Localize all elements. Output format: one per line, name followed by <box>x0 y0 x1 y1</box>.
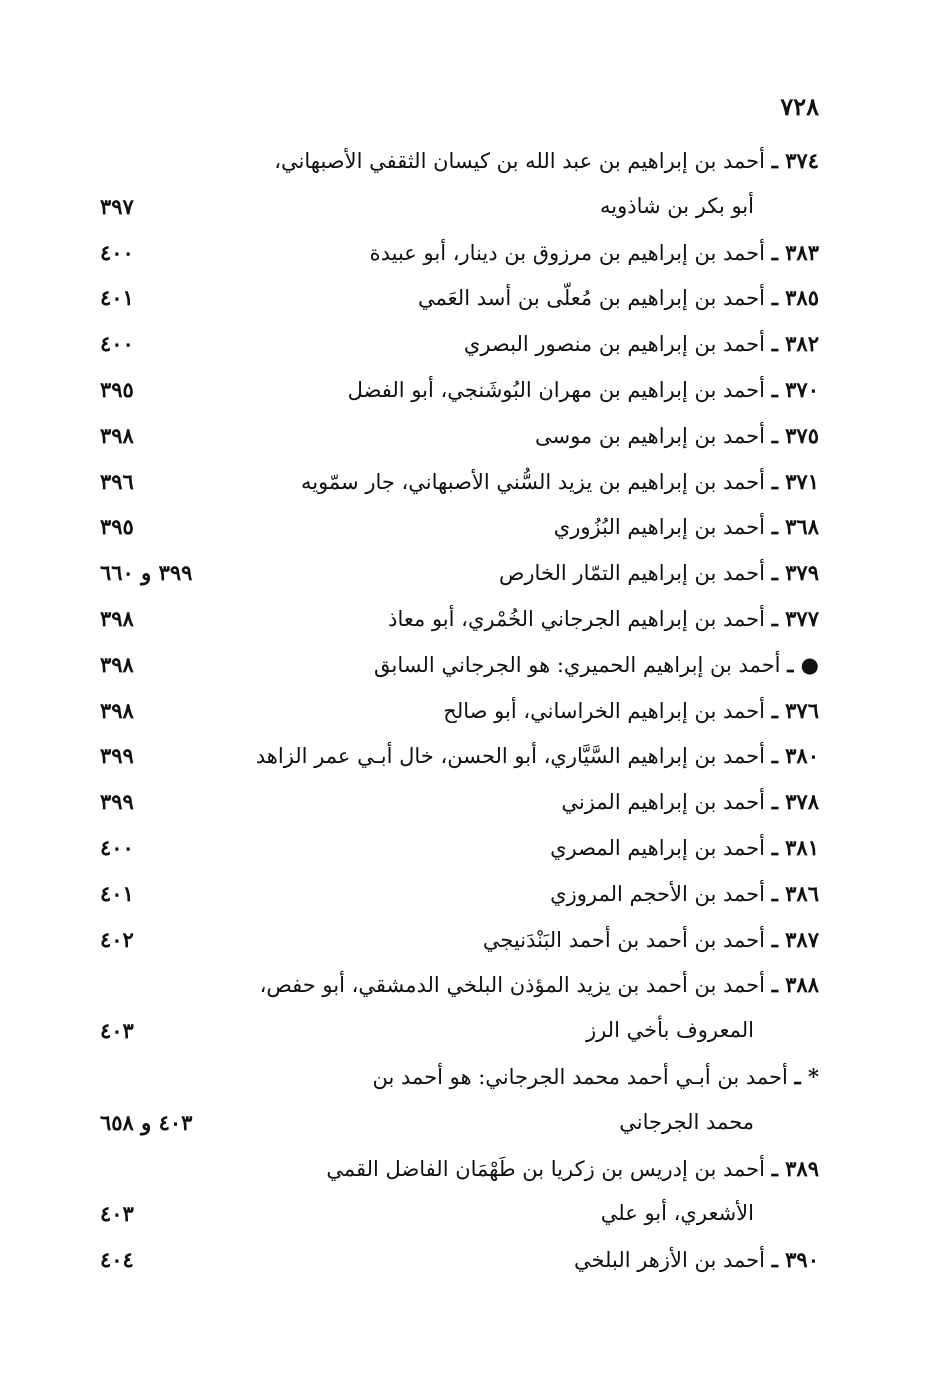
entry-page-ref: ٣٩٩ و ٦٦٠ <box>100 560 193 586</box>
index-entry-continuation <box>0 1104 937 1150</box>
entry-name: أحمد بن إبراهيم بن مرزوق بن دينار، أبو عبيدة <box>369 240 765 265</box>
index-entry <box>0 554 937 600</box>
index-entry <box>0 966 937 1012</box>
entry-text <box>561 789 819 814</box>
entry-number: ٣٨٣ ـ <box>771 239 819 265</box>
entry-number: ٣٨١ ـ <box>771 834 819 860</box>
entry-number: ٣٨٢ ـ <box>771 331 819 357</box>
entry-name: أحمد بن إبراهيم السَّيَّاري، أبو الحسن، خال أبـي عمر الزاهد <box>255 744 765 769</box>
index-entry <box>0 875 937 921</box>
entry-name: أحمد بن أبـي أحمد محمد الجرجاني: هو أحمد بن <box>372 1064 788 1089</box>
index-entry <box>0 1150 937 1196</box>
entry-page-ref: ٣٩٥ <box>100 514 134 540</box>
entry-text <box>464 331 819 356</box>
entry-text <box>326 1156 819 1181</box>
entry-text <box>586 1018 754 1042</box>
entry-number: ٣٧٨ ـ <box>771 789 819 815</box>
entry-name: أحمد بن الأحجم المروزي <box>550 881 765 906</box>
entry-page-ref: ٣٩٨ <box>100 697 134 723</box>
index-entry <box>0 1241 937 1287</box>
entry-name: أحمد بن الأزهر البلخي <box>573 1248 765 1273</box>
entry-text <box>550 881 819 906</box>
entry-text <box>483 927 819 952</box>
index-entry <box>0 600 937 646</box>
entry-page-ref: ٤٠٣ <box>100 1201 134 1227</box>
entry-text <box>256 743 819 768</box>
entry-name: أحمد بن إبراهيم بن عبد الله بن كيسان الثقفي الأصبهاني، <box>274 149 765 173</box>
entry-text <box>348 377 819 402</box>
index-entry <box>0 1058 937 1104</box>
entry-number: ٣٨٦ ـ <box>771 880 819 906</box>
entry-name: أحمد بن إبراهيم الحميري: هو الجرجاني السابق <box>374 652 781 677</box>
entry-name: أحمد بن إبراهيم بن مهران البُوشَنجي، أبو الفضل <box>347 377 765 402</box>
entry-name: محمد الجرجاني <box>619 1109 754 1134</box>
entry-page-ref: ٤٠٠ <box>100 239 134 265</box>
entry-name: أحمد بن إبراهيم الخراساني، أبو صالح <box>443 698 765 723</box>
entry-text <box>574 1247 819 1272</box>
entry-text <box>535 423 819 448</box>
entry-page-ref: ٤٠١ <box>100 880 134 906</box>
entry-name: الأشعري، أبو علي <box>600 1201 754 1226</box>
index-entry <box>0 325 937 371</box>
entry-page-ref: ٤٠١ <box>100 285 134 311</box>
entry-text <box>418 285 819 310</box>
entry-text <box>550 835 819 860</box>
entry-number: ٣٧٥ ـ <box>771 422 819 448</box>
index-entry <box>0 783 937 829</box>
entry-number: ٣٨٧ ـ <box>771 926 819 952</box>
entry-page-ref: ٤٠٠ <box>100 834 134 860</box>
entry-name: المعروف بأخي الرز <box>585 1018 754 1043</box>
entry-text <box>601 1201 754 1225</box>
entry-page-ref: ٣٩٨ <box>100 651 134 677</box>
entry-text <box>301 469 819 494</box>
entry-number: ٣٧١ ـ <box>771 468 819 494</box>
entry-name: أبو بكر بن شاذويه <box>599 193 754 218</box>
index-entries <box>0 142 937 1287</box>
entry-text <box>499 560 819 585</box>
entry-name: أحمد بن إبراهيم بن يزيد السُّني الأصبهاني، جار سمّويه <box>300 469 765 494</box>
entry-name: أحمد بن إبراهيم البُزُوري <box>553 515 765 540</box>
entry-text <box>600 194 754 218</box>
entry-page-ref: ٣٩٥ <box>100 376 134 402</box>
index-entry <box>0 692 937 738</box>
entry-page-ref: ٣٩٧ <box>100 193 134 219</box>
entry-page-ref: ٣٩٩ <box>100 743 134 769</box>
index-entry <box>0 646 937 692</box>
index-entry-continuation <box>0 1012 937 1058</box>
entry-page-ref: ٣٩٩ <box>100 789 134 815</box>
index-entry <box>0 371 937 417</box>
entry-text <box>388 606 819 631</box>
entry-text <box>619 1110 754 1134</box>
entry-name: أحمد بن إبراهيم بن منصور البصري <box>463 332 765 357</box>
entry-text <box>372 1064 819 1089</box>
entry-number: ٣٨٠ ـ <box>771 743 819 769</box>
entry-number: ٣٧٧ ـ <box>771 605 819 631</box>
entry-number: ٣٧٠ ـ <box>771 376 819 402</box>
entry-number: ٣٧٦ ـ <box>771 697 819 723</box>
entry-name: أحمد بن إبراهيم التمّار الخارص <box>499 561 765 586</box>
entry-name: أحمد بن إبراهيم الجرجاني الخُمْري، أبو معاذ <box>388 606 765 631</box>
entry-number: ٣٩٠ ـ <box>771 1247 819 1273</box>
index-entry <box>0 234 937 280</box>
page-number: ٧٢٨ <box>780 92 819 121</box>
entry-number: ٣٨٥ ـ <box>771 285 819 311</box>
entry-name: أحمد بن أحمد بن أحمد البَنْدَنيجي <box>482 927 765 952</box>
entry-text <box>554 514 819 539</box>
entry-name: أحمد بن إدريس بن زكريا بن طَهْمَان الفاضل القمي <box>326 1156 765 1181</box>
entry-page-ref: ٣٩٨ <box>100 605 134 631</box>
index-entry <box>0 508 937 554</box>
index-entry <box>0 829 937 875</box>
index-entry <box>0 921 937 967</box>
entry-text <box>370 240 819 265</box>
entry-page-ref: ٤٠٣ و ٦٥٨ <box>100 1109 193 1135</box>
entry-number: ٣٧٩ ـ <box>771 560 819 586</box>
entry-number: * ـ <box>794 1063 819 1089</box>
index-entry <box>0 463 937 509</box>
entry-text <box>260 972 819 997</box>
index-entry <box>0 279 937 325</box>
entry-text <box>374 652 819 677</box>
entry-page-ref: ٤٠٢ <box>100 926 134 952</box>
entry-text <box>443 698 819 723</box>
entry-number: ٣٨٨ ـ <box>771 972 819 998</box>
entry-text <box>274 148 819 173</box>
entry-number: ● ـ <box>787 651 819 677</box>
index-entry <box>0 417 937 463</box>
entry-name: أحمد بن إبراهيم بن مُعلّى بن أسد العَمي <box>418 286 765 311</box>
index-entry <box>0 142 937 188</box>
index-entry-continuation <box>0 1195 937 1241</box>
entry-name: أحمد بن إبراهيم المصري <box>550 835 765 860</box>
entry-number: ٣٨٩ ـ <box>771 1155 819 1181</box>
entry-page-ref: ٤٠٣ <box>100 1018 134 1044</box>
entry-name: أحمد بن أحمد بن يزيد المؤذن البلخي الدمشقي، أبو حفص، <box>259 973 765 998</box>
entry-number: ٣٧٤ ـ <box>771 148 819 173</box>
index-entry-continuation <box>0 188 937 234</box>
entry-name: أحمد بن إبراهيم المزني <box>561 790 765 815</box>
entry-number: ٣٦٨ ـ <box>771 514 819 540</box>
entry-page-ref: ٣٩٨ <box>100 422 134 448</box>
entry-page-ref: ٤٠٠ <box>100 331 134 357</box>
entry-page-ref: ٣٩٦ <box>100 468 134 494</box>
entry-name: أحمد بن إبراهيم بن موسى <box>534 423 765 448</box>
index-entry <box>0 737 937 783</box>
entry-page-ref: ٤٠٤ <box>100 1247 134 1273</box>
